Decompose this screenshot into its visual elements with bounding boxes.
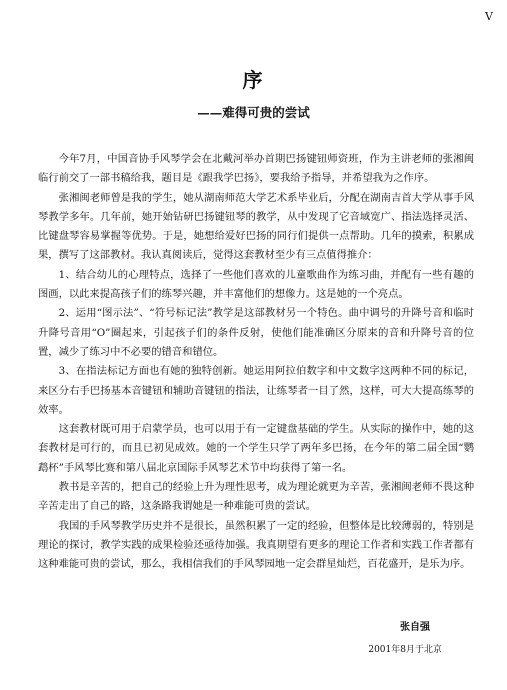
- signature: 张自强: [400, 622, 430, 633]
- preface-body: [38, 150, 474, 575]
- page-number: V: [485, 10, 493, 23]
- preface-subtitle: ——难得可贵的尝试: [197, 105, 310, 120]
- paragraph-effort: 教书是辛苦的，把自己的经验上升为理性思考，成为理论就更为辛苦，张湘闽老师不畏这种辛苦走出了自己的路，这条路我谓她是一种难能可贵的尝试。: [38, 481, 474, 513]
- paragraph-author-background: 张湘闽老师曾是我的学生，她从湖南师范大学艺术系毕业后，分配在湖南吉首大学从事手风琴教学多年。几年前，她开始钻研巴扬键钮琴的教学，从中发现了它音域宽广、指法选择灵活、比键盘琴容易掌握等优势。于是，她想给爱好巴扬的同行们提供一点帮助。几年的摸索，积累成果，撰写了这部教材。我认真阅读后，觉得这套教材至少有三点值得推介：: [38, 191, 474, 262]
- paragraph-point-3: 3、在指法标记方面也有她的独特创新。她运用阿拉伯数字和中文数字这两种不同的标记，来区分右手巴扬基本音键钮和辅助音键钮的指法，让练琴者一目了然，这样，可大大提高练琴的效率。: [38, 365, 474, 416]
- paragraph-point-2: 2、运用“图示法”、“符号标记法”教学是这部教材另一个特色。曲中调号的升降号音和临时升降号音用“O”圈起来，引起孩子们的条件反射，使他们能准确区分原来的音和升降号音的位置，减少了练习中不必要的错音和错位。: [38, 307, 474, 358]
- paragraph-intro: 今年7月，中国音协手风琴学会在北戴河举办首期巴扬键钮师资班，作为主讲老师的张湘闽临行前交了一部书稿给我，题目是《跟我学巴扬》，要我给予指导，并希望我为之作序。: [38, 153, 474, 185]
- signature-date: 2001年8月于北京: [368, 645, 442, 655]
- paragraph-point-1: 1、结合幼儿的心理特点，选择了一些他们喜欢的儿童歌曲作为练习曲，并配有一些有趣的图画，以此来提高孩子们的练琴兴趣，并丰富他们的想像力。这是她的一个亮点。: [38, 268, 474, 301]
- paragraph-effectiveness: 这套教材既可用于启蒙学员，也可以用于有一定键盘基础的学生。从实际的操作中，她的这套教材是可行的，而且已初见成效。她的一个学生只学了两年多巴扬，在今年的第二届全国“鹦鹉杯”手风琴比赛和第八届北京国际手风琴艺术节中均获得了第一名。: [38, 423, 474, 474]
- paragraph-conclusion: 我国的手风琴教学历史并不是很长，虽然积累了一定的经验，但整体是比较薄弱的，特别是理论的探讨，教学实践的成果检验还亟待加强。我真期望有更多的理论工作者和实践工作者都有这种难能可贵的尝试，那么，我相信我们的手风琴园地一定会群星灿烂，百花盛开，是乐为序。: [38, 519, 474, 571]
- preface-title: 序: [242, 68, 265, 92]
